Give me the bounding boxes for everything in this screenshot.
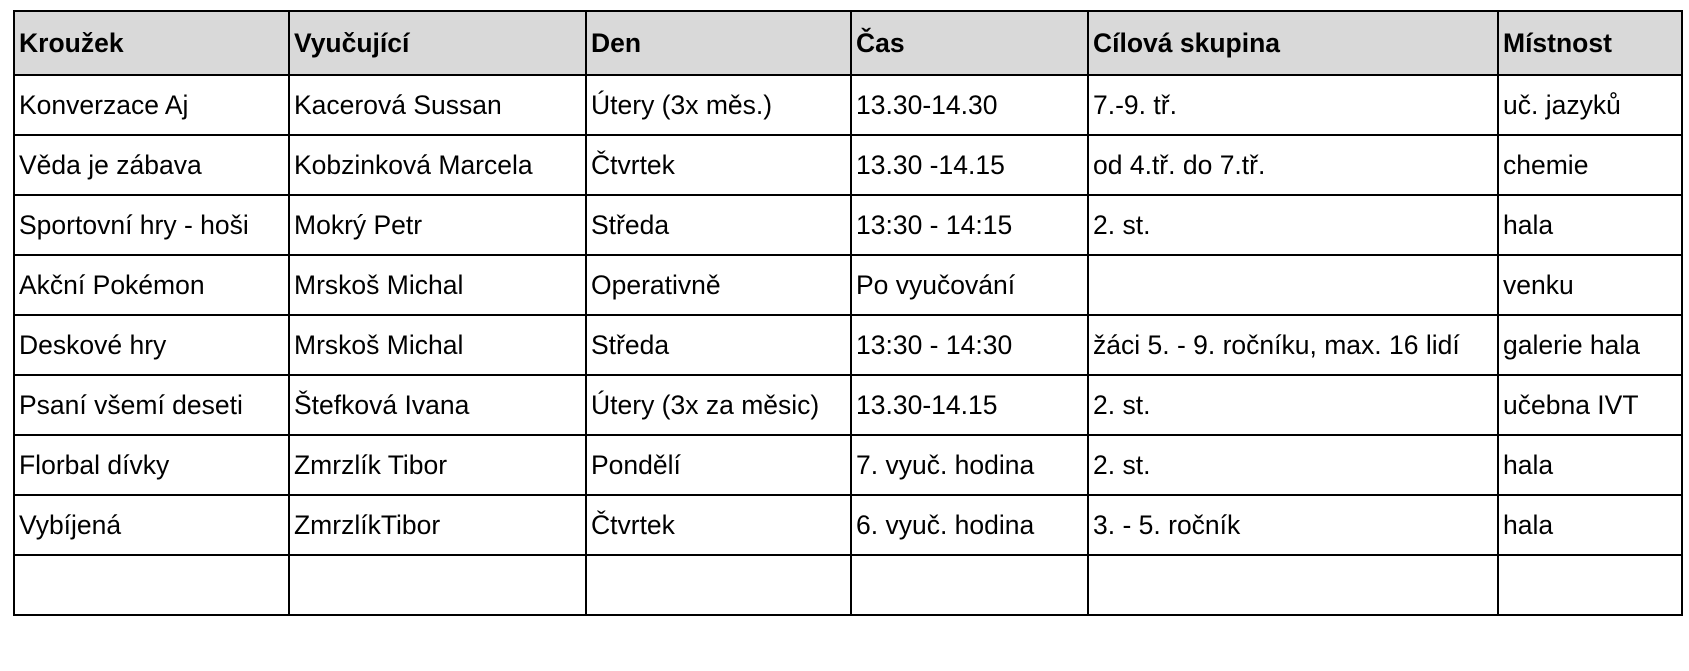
- table-cell[interactable]: Pondělí: [586, 435, 851, 495]
- header-cell-den[interactable]: Den: [586, 11, 851, 75]
- table-cell[interactable]: 13.30 -14.15: [851, 135, 1088, 195]
- header-cell-mistnost[interactable]: Místnost: [1498, 11, 1682, 75]
- table-cell[interactable]: Štefková Ivana: [289, 375, 586, 435]
- table-cell[interactable]: [1088, 555, 1498, 615]
- table-cell[interactable]: 13:30 - 14:30: [851, 315, 1088, 375]
- table-cell[interactable]: 3. - 5. ročník: [1088, 495, 1498, 555]
- header-cell-vyucujici[interactable]: Vyučující: [289, 11, 586, 75]
- table-cell[interactable]: žáci 5. - 9. ročníku, max. 16 lidí: [1088, 315, 1498, 375]
- table-cell[interactable]: Po vyučování: [851, 255, 1088, 315]
- table-cell[interactable]: Kacerová Sussan: [289, 75, 586, 135]
- table-cell[interactable]: 2. st.: [1088, 195, 1498, 255]
- header-cell-cilova-skupina[interactable]: Cílová skupina: [1088, 11, 1498, 75]
- table-cell[interactable]: [1088, 255, 1498, 315]
- table-cell[interactable]: Čtvrtek: [586, 495, 851, 555]
- table-row: [14, 435, 1682, 495]
- table-row-empty: [14, 555, 1682, 615]
- table-cell[interactable]: uč. jazyků: [1498, 75, 1682, 135]
- table-cell[interactable]: Středa: [586, 195, 851, 255]
- table-cell[interactable]: chemie: [1498, 135, 1682, 195]
- table-cell[interactable]: 13:30 - 14:15: [851, 195, 1088, 255]
- table-cell[interactable]: [851, 555, 1088, 615]
- table-cell[interactable]: Mokrý Petr: [289, 195, 586, 255]
- header-cell-cas[interactable]: Čas: [851, 11, 1088, 75]
- table-cell[interactable]: 13.30-14.15: [851, 375, 1088, 435]
- table-cell[interactable]: [14, 555, 289, 615]
- table-cell[interactable]: galerie hala: [1498, 315, 1682, 375]
- table-cell[interactable]: 2. st.: [1088, 375, 1498, 435]
- table-cell[interactable]: Zmrzlík Tibor: [289, 435, 586, 495]
- header-row: [14, 11, 1682, 75]
- table-cell[interactable]: Akční Pokémon: [14, 255, 289, 315]
- table-cell[interactable]: Mrskoš Michal: [289, 255, 586, 315]
- table-cell[interactable]: učebna IVT: [1498, 375, 1682, 435]
- table-cell[interactable]: 6. vyuč. hodina: [851, 495, 1088, 555]
- table-row: [14, 255, 1682, 315]
- table-cell[interactable]: Florbal dívky: [14, 435, 289, 495]
- table-cell[interactable]: Věda je zábava: [14, 135, 289, 195]
- table-cell[interactable]: ZmrzlíkTibor: [289, 495, 586, 555]
- table-row: [14, 375, 1682, 435]
- table-cell[interactable]: [289, 555, 586, 615]
- table-cell[interactable]: Kobzinková Marcela: [289, 135, 586, 195]
- table-cell[interactable]: 13.30-14.30: [851, 75, 1088, 135]
- table-row: [14, 195, 1682, 255]
- table-cell[interactable]: Konverzace Aj: [14, 75, 289, 135]
- table-cell[interactable]: Středa: [586, 315, 851, 375]
- table-cell[interactable]: Čtvrtek: [586, 135, 851, 195]
- table-cell[interactable]: 7. vyuč. hodina: [851, 435, 1088, 495]
- table-cell[interactable]: hala: [1498, 435, 1682, 495]
- table-cell[interactable]: od 4.tř. do 7.tř.: [1088, 135, 1498, 195]
- table-cell[interactable]: venku: [1498, 255, 1682, 315]
- table-row: [14, 495, 1682, 555]
- table-cell[interactable]: Sportovní hry - hoši: [14, 195, 289, 255]
- spreadsheet-area: [13, 10, 1683, 616]
- table-cell[interactable]: Deskové hry: [14, 315, 289, 375]
- table-cell[interactable]: Psaní všemí deseti: [14, 375, 289, 435]
- table-cell[interactable]: Útery (3x měs.): [586, 75, 851, 135]
- header-cell-krouzek[interactable]: Kroužek: [14, 11, 289, 75]
- table-cell[interactable]: 2. st.: [1088, 435, 1498, 495]
- table-cell[interactable]: 7.-9. tř.: [1088, 75, 1498, 135]
- table-cell[interactable]: hala: [1498, 495, 1682, 555]
- table-row: [14, 75, 1682, 135]
- clubs-table: [13, 10, 1683, 616]
- table-cell[interactable]: Vybíjená: [14, 495, 289, 555]
- table-row: [14, 135, 1682, 195]
- table-cell[interactable]: [1498, 555, 1682, 615]
- table-cell[interactable]: Operativně: [586, 255, 851, 315]
- table-row: [14, 315, 1682, 375]
- table-cell[interactable]: hala: [1498, 195, 1682, 255]
- table-cell[interactable]: [586, 555, 851, 615]
- table-cell[interactable]: Útery (3x za měsic): [586, 375, 851, 435]
- table-cell[interactable]: Mrskoš Michal: [289, 315, 586, 375]
